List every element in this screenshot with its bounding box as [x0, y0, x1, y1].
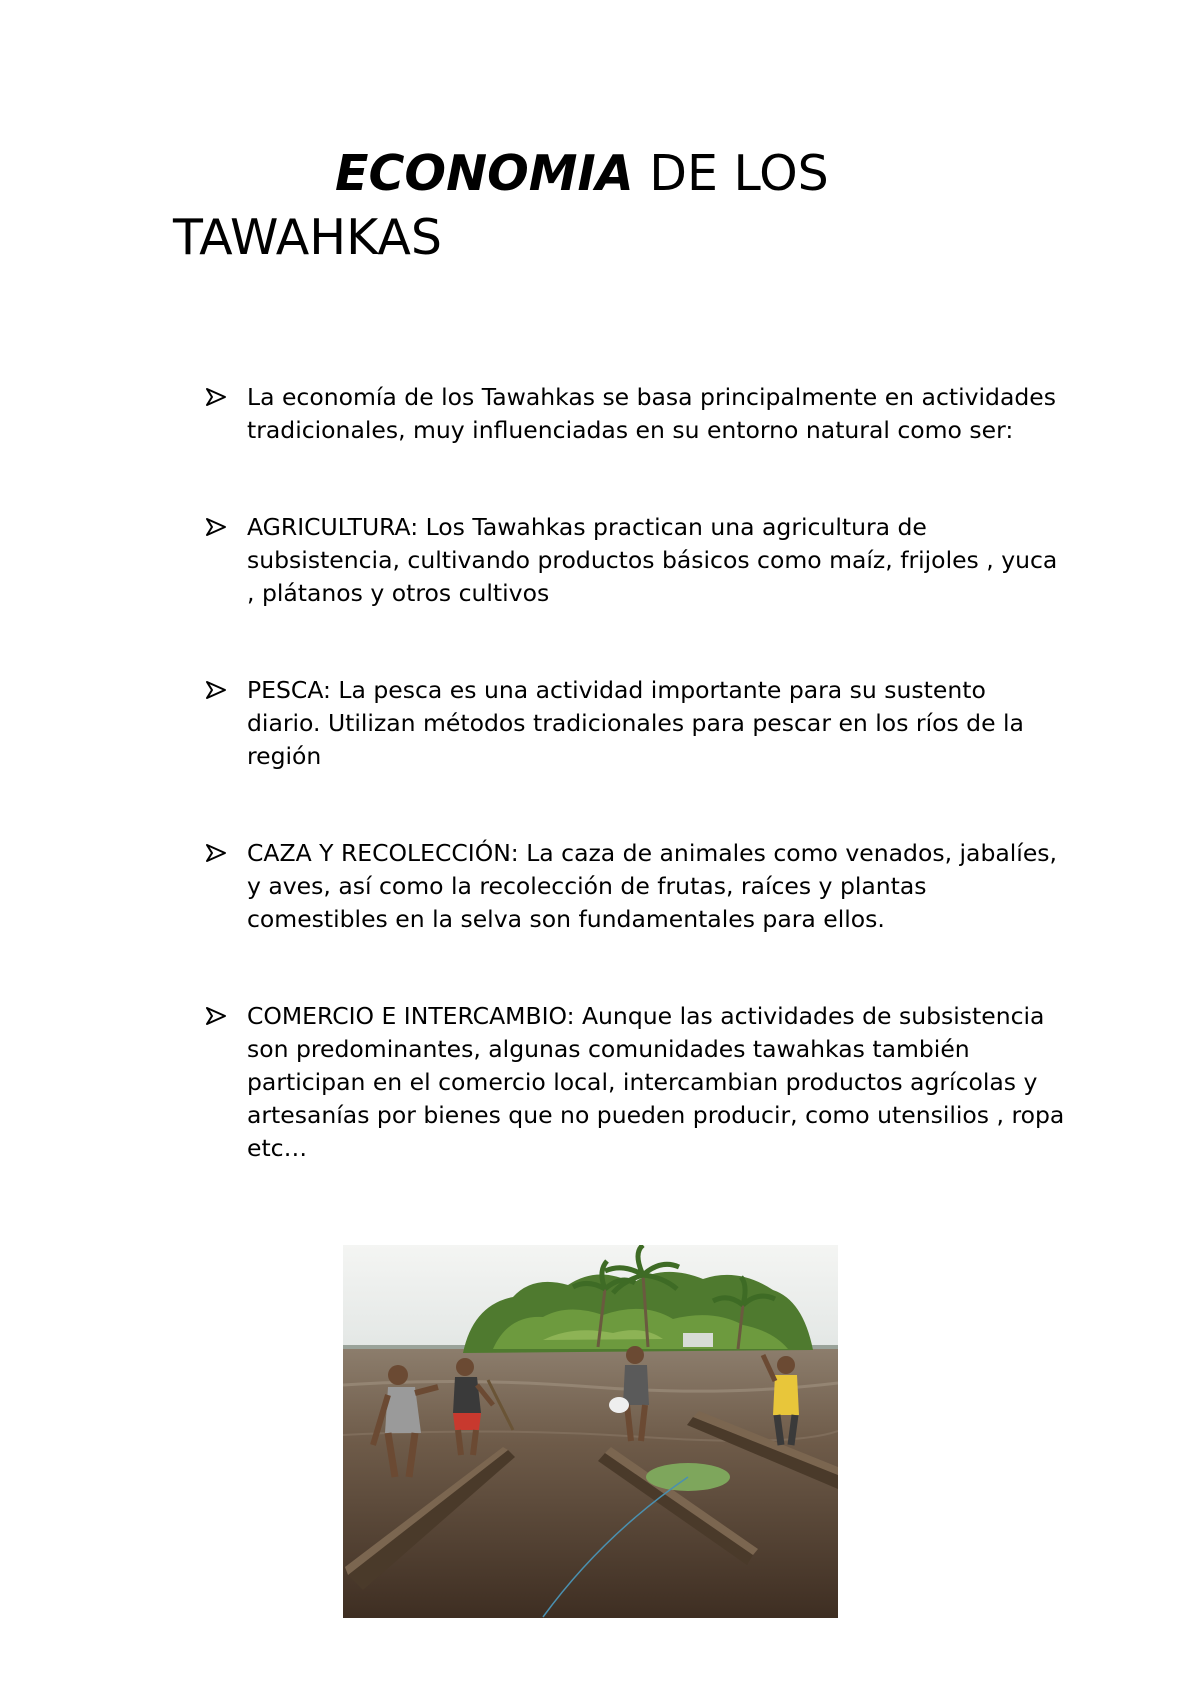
list-item — [205, 511, 1065, 610]
bullet-text: PESCA: La pesca es una actividad importante para su sustento diario. Utilizan métodos tradicionales para pescar en los ríos de la región — [247, 676, 1024, 770]
photo-illustration — [343, 1245, 838, 1618]
bullet-text: AGRICULTURA: Los Tawahkas practican una agricultura de subsistencia, cultivando productos básicos como maíz, frijoles , yuca , plátanos y otros cultivos — [247, 513, 1058, 607]
list-item — [205, 837, 1065, 936]
title-rest: DE LOS — [649, 145, 829, 202]
title-emphasis: ECONOMIA — [335, 145, 634, 202]
arrowhead-bullet-icon — [205, 517, 227, 537]
list-item — [205, 381, 1065, 447]
title-line-2: TAWAHKAS — [173, 209, 442, 266]
list-item — [205, 1000, 1065, 1165]
arrowhead-bullet-icon — [205, 387, 227, 407]
page-title — [173, 142, 1073, 270]
river-fishing-photo — [343, 1245, 838, 1618]
arrowhead-bullet-icon — [205, 843, 227, 863]
list-item — [205, 674, 1065, 773]
arrowhead-bullet-icon — [205, 680, 227, 700]
bullet-text: La economía de los Tawahkas se basa principalmente en actividades tradicionales, muy influenciadas en su entorno natural como ser: — [247, 383, 1056, 444]
bullet-text: CAZA Y RECOLECCIÓN: La caza de animales como venados, jabalíes, y aves, así como la recolección de frutas, raíces y plantas comestibles en la selva son fundamentales para ellos. — [247, 839, 1057, 933]
bullet-text: COMERCIO E INTERCAMBIO: Aunque las actividades de subsistencia son predominantes, algunas comunidades tawahkas también participan en el comercio local, intercambian productos agrícolas y artesanías por bienes que no pueden producir, como utensilios , ropa etc… — [247, 1002, 1065, 1162]
arrowhead-bullet-icon — [205, 1006, 227, 1026]
bullet-list — [205, 381, 1065, 1165]
